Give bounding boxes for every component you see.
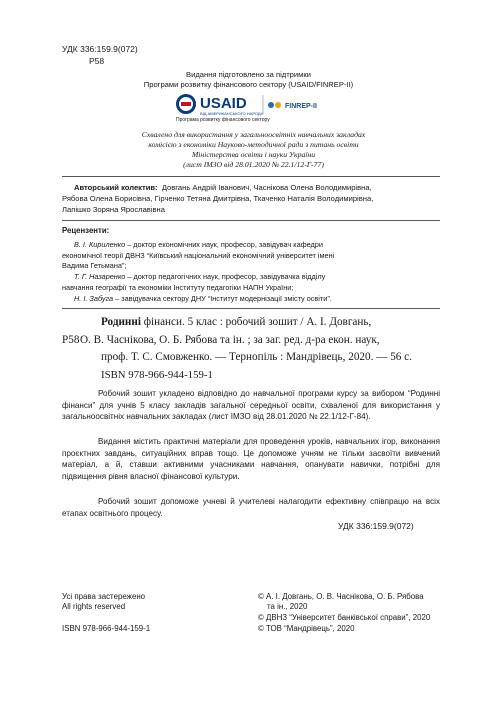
authors-block [62, 182, 440, 215]
biblio-line-3: проф. Т. С. Смовженко. — Тернопіль : Мандрівець, 2020. — 56 с. [101, 351, 412, 363]
approval-line-2: комісією з економіки Науково-методичної ради з питань освіти [148, 140, 359, 149]
usaid-tagline: ВІД АМЕРИКАНСЬКОГО НАРОДУ [200, 111, 264, 116]
authors-line-1: Довгань Андрій Іванович, Часнікова Олена Володимирівна, [161, 183, 372, 192]
logo-caption: Програма розвитку фінансового сектору [176, 117, 270, 123]
approval-line-3: Міністерства освіти і науки України [191, 150, 316, 159]
rights-reserved-uk: Усі права застережено [62, 592, 146, 601]
reviewer-2-line-2: навчання географії та економіки Інституту педагогіки НАПН України; [62, 282, 294, 292]
reviewer-1-line-3: Вадима Гетьмана”; [62, 261, 127, 270]
reviewer-2-line-1: – доктор педагогічних наук, професор, завідувачка відділу [125, 272, 326, 281]
udk-code-bottom: УДК 336:159.9(072) [338, 521, 414, 531]
authors-label: Авторський колектив: [74, 183, 158, 192]
reviewer-1-line-2: економічної теорії ДВНЗ “Київський національний економічний університет імені [62, 250, 335, 260]
divider-top [62, 176, 440, 177]
authors-line-3: Лапішко Зоряна Ярославівна [62, 205, 165, 214]
authors-line-2: Рябова Олена Борисівна, Гірченко Тетяна Дмитрівна, Ткаченко Наталія Володимирівна, [62, 194, 374, 203]
usaid-finrep-logo [175, 92, 345, 118]
annotation-paragraph-1: Робочий зошит укладено відповідно до навчальної програми курсу за вибором “Родинні фінанси” для учнів 5 класу закладів загальної середньої освіти, схваленої для використання у загальноосвітніх навчальних закладах (лист ІМЗО від 28.01.2020 № 22.1/12-Г-84). [62, 389, 440, 422]
reviewer-1 [62, 240, 440, 272]
reviewer-3 [62, 294, 440, 305]
copyright-line-1: © А. І. Довгань, О. В. Часнікова, О. Б. Рябова [258, 592, 424, 601]
reviewers-title: Рецензенти: [62, 226, 110, 235]
finrep-mark-icon [268, 102, 281, 108]
reviewer-2 [62, 272, 440, 293]
approval-line-1: Схвалено для використання у загальноосвітніх навчальних закладах [141, 130, 366, 139]
annotation-paragraph-3: Робочий зошит допоможе учневі й учителеві налагодити ефективну співпрацю на всіх етапах освітнього процесу. [62, 497, 440, 518]
reviewer-2-name: Т. Г. Назаренко [74, 272, 126, 281]
biblio-line-2: О. В. Часнікова, О. Б. Рябова та ін. ; за заг. ред. д-ра екон. наук, [80, 333, 380, 346]
reviewer-3-line-1: – завідувачка сектору ДНУ “Інститут модернізації змісту освіти”. [113, 294, 332, 303]
biblio-isbn: ISBN 978-966-944-159-1 [101, 369, 213, 381]
usaid-seal-icon [175, 92, 345, 118]
isbn-bottom: ISBN 978-966-944-159-1 [62, 624, 151, 633]
approval-line-4: (лист ІМЗО від 28.01.2020 № 22.1/12-Г-77) [183, 160, 324, 169]
biblio-title: Родинні [101, 316, 141, 328]
copyright-line-3: © ДВНЗ “Університет банківської справи”, 2020 [258, 613, 431, 622]
finrep-wordmark: FINREP-II [285, 103, 317, 110]
usaid-wordmark: USAID [200, 95, 247, 112]
biblio-code: Р58 [62, 333, 80, 346]
bibliographic-entry [62, 314, 442, 367]
divider-bottom [62, 308, 440, 309]
biblio-line-1: фінанси. 5 клас : робочий зошит / А. І. Довгань, [140, 316, 372, 328]
library-code-top: Р58 [89, 56, 105, 66]
reviewer-3-name: Н. І. Забуга [74, 294, 114, 303]
divider-middle [62, 220, 440, 221]
udk-code-top: УДК 336:159.9(072) [62, 44, 138, 54]
reviewer-1-line-1: – доктор економічних наук, професор, завідувач кафедри [125, 240, 323, 249]
support-line-1: Видання підготовлено за підтримки [186, 70, 311, 79]
support-line-2: Програми розвитку фінансового сектору (USAID/FINREP-II) [143, 80, 354, 89]
copyright-line-2: та ін., 2020 [267, 602, 308, 611]
rights-reserved-en: All rights reserved [62, 602, 126, 611]
annotation-paragraph-2: Видання містить практичні матеріали для проведення уроків, навчальних ігор, виконання проєктних завдань, ситуаційних вправ тощо. Це допоможе учням не тільки засвоїти вивчений матеріал, а й, ставши активними учасниками навчання, опанувати навички, потрібні для підвищення рівня власної фінансової культури. [62, 437, 440, 481]
copyright-line-4: © ТОВ “Мандрівець”, 2020 [258, 624, 355, 633]
reviewer-1-name: В. І. Кириленко [74, 240, 126, 249]
